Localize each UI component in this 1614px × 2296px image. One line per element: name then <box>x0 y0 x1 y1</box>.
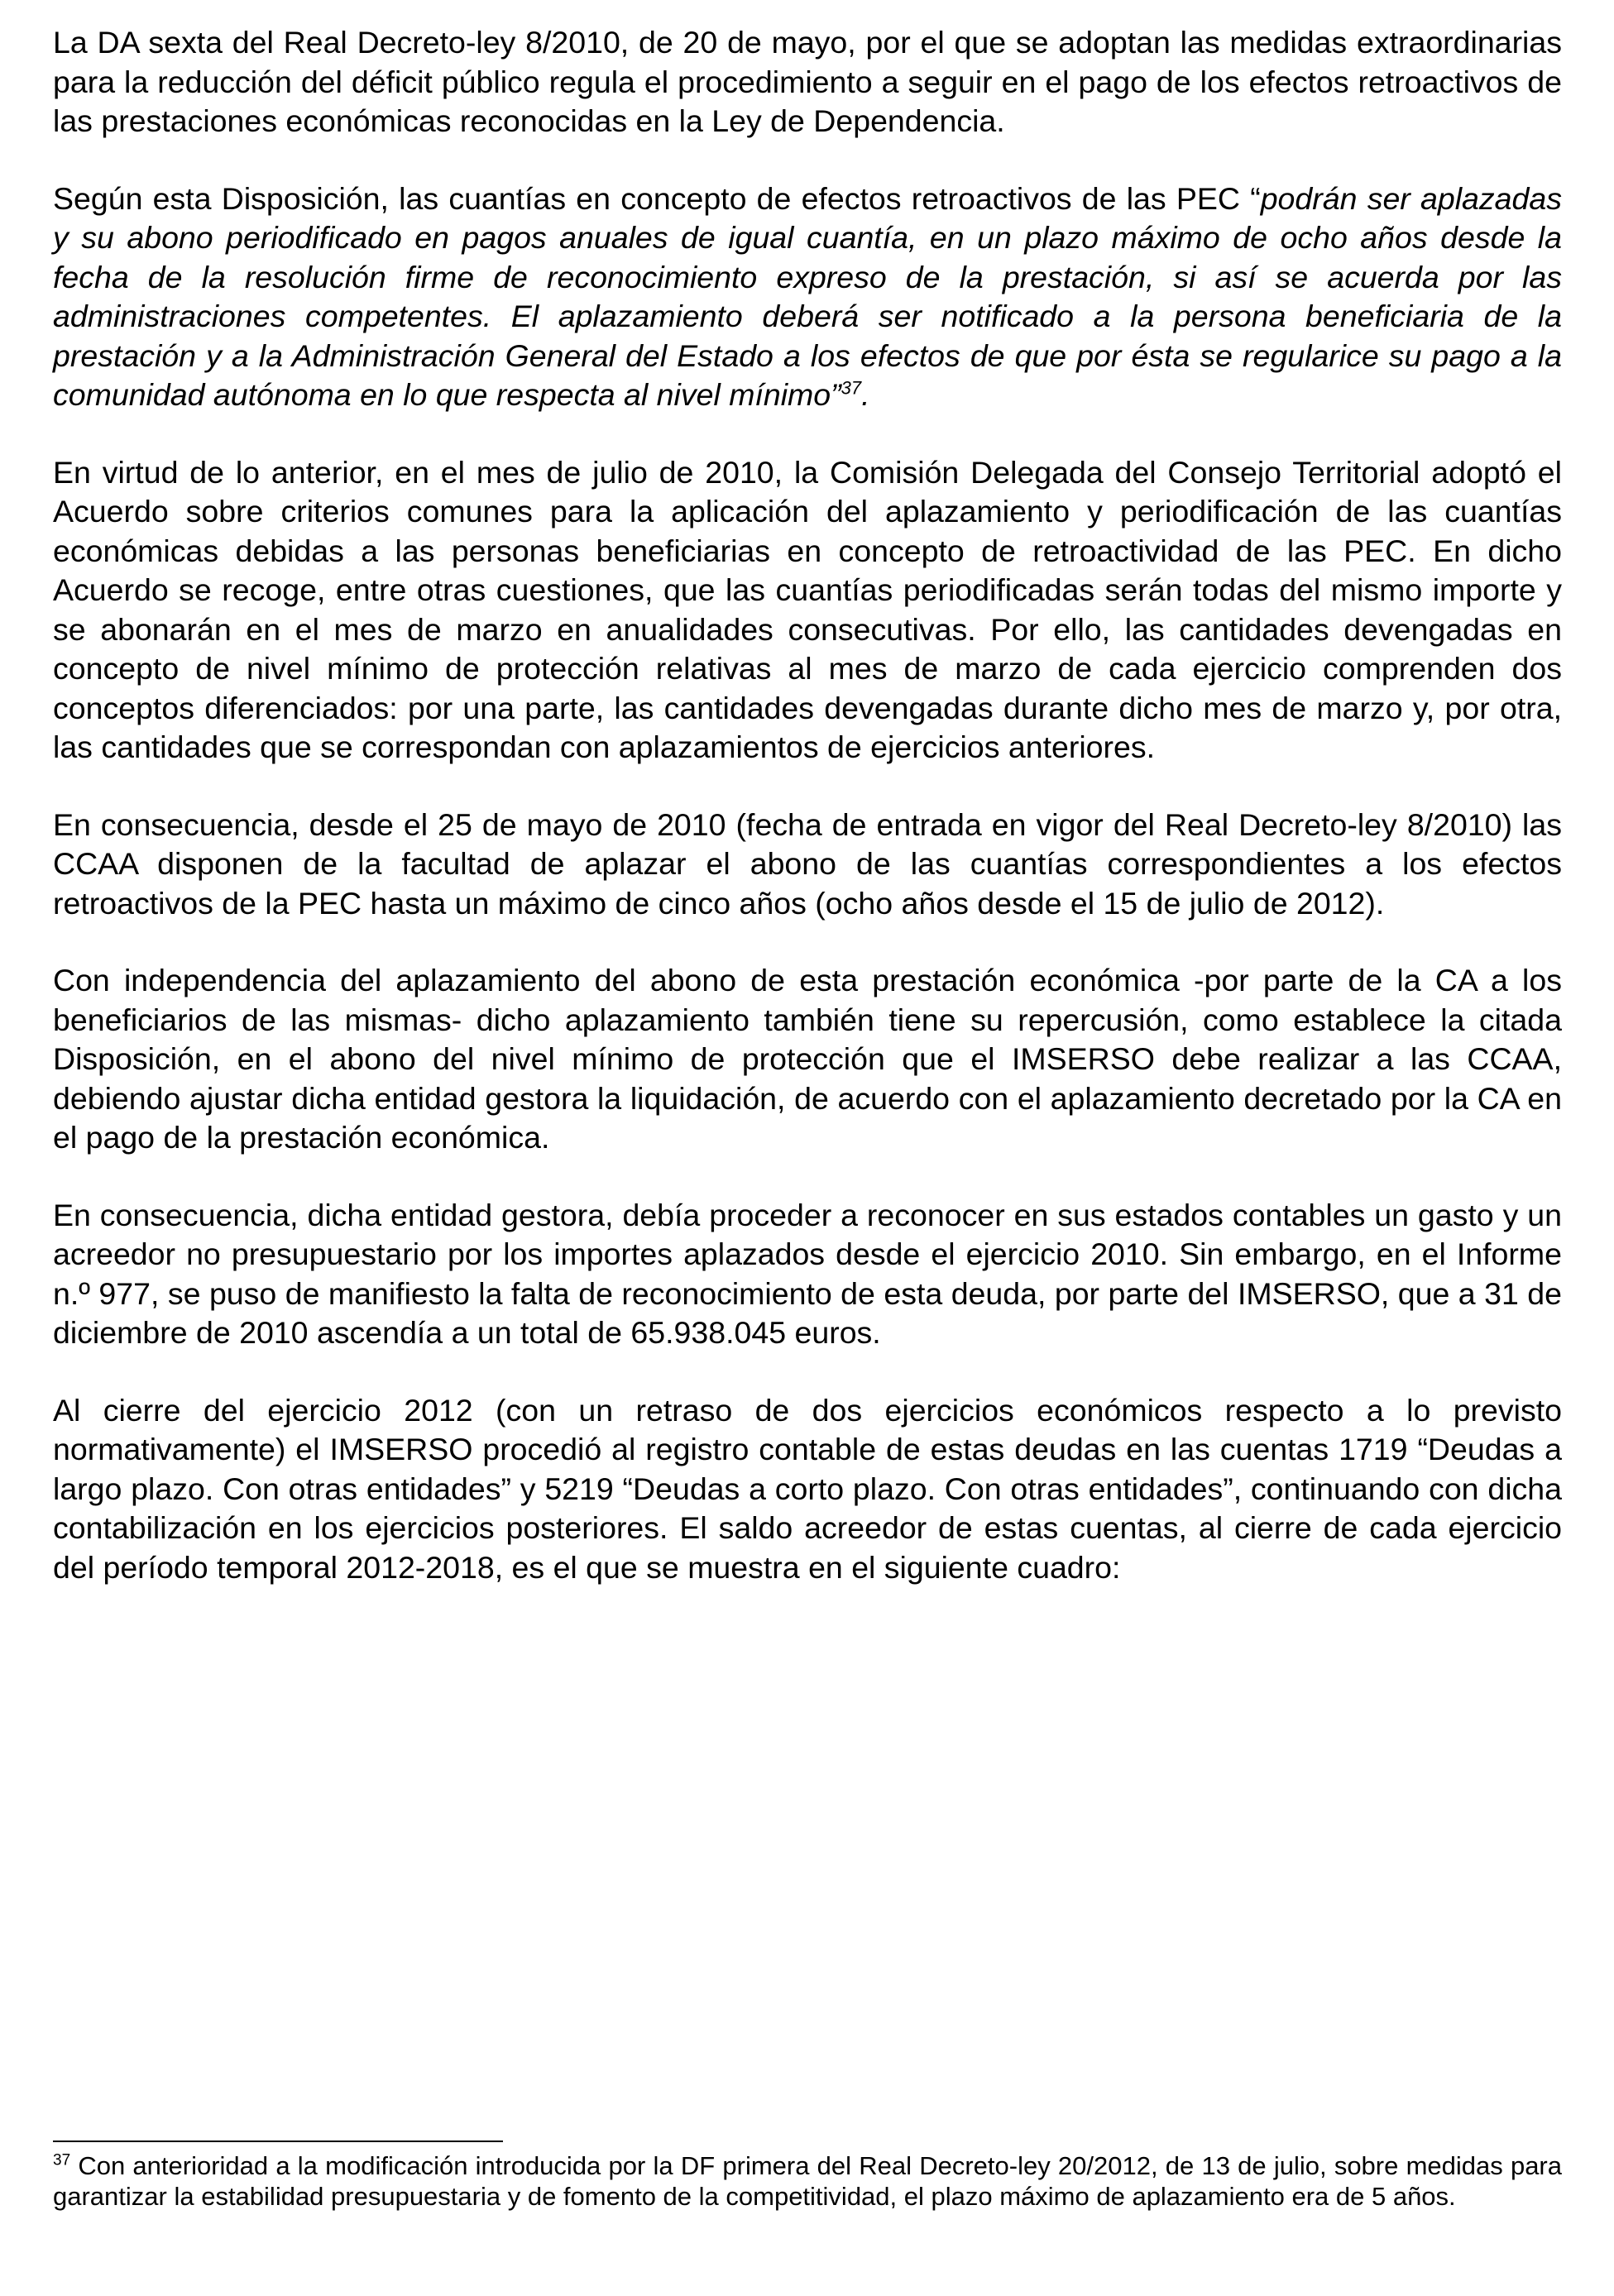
paragraph-closing-period: . <box>861 377 870 412</box>
footnote-text: Con anterioridad a la modificación introducida por la DF primera del Real Decreto-ley 20/2012, de 13 de julio, sobre medidas para garantizar la estabilidad presupuestaria y de fomento de la competitividad, el plazo máximo de aplazamiento era de 5 años. <box>53 2151 1562 2211</box>
footnote-reference[interactable]: 37 <box>841 377 862 399</box>
footnote-37 <box>53 2150 1562 2212</box>
paragraph-segun-disposicion <box>53 179 1562 415</box>
paragraph-registro-contable: Al cierre del ejercicio 2012 (con un retraso de dos ejercicios económicos respecto a lo previsto normativamente) el IMSERSO procedió al registro contable de estas deudas en las cuentas 1719 “Deudas a largo plazo. Con otras entidades” y 5219 “Deudas a corto plazo. Con otras entidades”, continuando con dicha contabilización en los ejercicios posteriores. El saldo acreedor de estas cuentas, al cierre de cada ejercicio del período temporal 2012-2018, es el que se muestra en el siguiente cuadro: <box>53 1392 1562 1585</box>
footnote-number: 37 <box>53 2151 71 2169</box>
paragraph-intro-text: Según esta Disposición, las cuantías en concepto de efectos retroactivos de las PEC “ <box>53 180 1261 216</box>
document-body <box>53 23 1562 1625</box>
paragraph-reconocimiento-deuda: En consecuencia, dicha entidad gestora, debía proceder a reconocer en sus estados contables un gasto y un acreedor no presupuestario por los importes aplazados desde el ejercicio 2010. Sin embargo, en el Informe n.º 977, se puso de manifiesto la falta de reconocimiento de esta deuda, por parte del IMSERSO, que a 31 de diciembre de 2010 ascendía a un total de 65.938.045 euros. <box>53 1197 1562 1350</box>
paragraph-repercusion-nivel-minimo: Con independencia del aplazamiento del abono de esta prestación económica -por parte de la CA a los beneficiarios de las mismas- dicho aplazamiento también tiene su repercusión, como establece la citada Disposición, en el abono del nivel mínimo de protección que el IMSERSO debe realizar a las CCAA, debiendo ajustar dicha entidad gestora la liquidación, de acuerdo con el aplazamiento decretado por la CA en el pago de la prestación económica. <box>53 963 1562 1155</box>
legal-quote: podrán ser aplazadas y su abono periodificado en pagos anuales de igual cuantía, en un plazo máximo de ocho años desde la fecha de la resolución firme de reconocimiento expreso de la prestación, si así se acuerda por las administraciones competentes. El aplazamiento deberá ser notificado a la persona beneficiaria de la prestación y a la Administración General del Estado a los efectos de que por ésta se regularice su pago a la comunidad autónoma en lo que respecta al nivel mínimo” <box>53 180 1562 412</box>
paragraph-facultad-aplazar: En consecuencia, desde el 25 de mayo de 2010 (fecha de entrada en vigor del Real Decreto-ley 8/2010) las CCAA disponen de la facultad de aplazar el abono de las cuantías correspondientes a los efectos retroactivos de la PEC hasta un máximo de cinco años (ocho años desde el 15 de julio de 2012). <box>53 806 1562 921</box>
paragraph-da-sexta: La DA sexta del Real Decreto-ley 8/2010, de 20 de mayo, por el que se adoptan las medidas extraordinarias para la reducción del déficit público regula el procedimiento a seguir en el pago de los efectos retroactivos de las prestaciones económicas reconocidas en la Ley de Dependencia. <box>53 25 1562 138</box>
footnote-separator <box>53 2141 503 2142</box>
paragraph-acuerdo-julio-2010: En virtud de lo anterior, en el mes de julio de 2010, la Comisión Delegada del Consejo Territorial adoptó el Acuerdo sobre criterios comunes para la aplicación del aplazamiento y periodificación de las cuantías económicas debidas a las personas beneficiarias en concepto de retroactividad de las PEC. En dicho Acuerdo se recoge, entre otras cuestiones, que las cuantías periodificadas serán todas del mismo importe y se abonarán en el mes de marzo en anualidades consecutivas. Por ello, las cantidades devengadas en concepto de nivel mínimo de protección relativas al mes de marzo de cada ejercicio comprenden dos conceptos diferenciados: por una parte, las cantidades devengadas durante dicho mes de marzo y, por otra, las cantidades que se correspondan con aplazamientos de ejercicios anteriores. <box>53 454 1562 764</box>
